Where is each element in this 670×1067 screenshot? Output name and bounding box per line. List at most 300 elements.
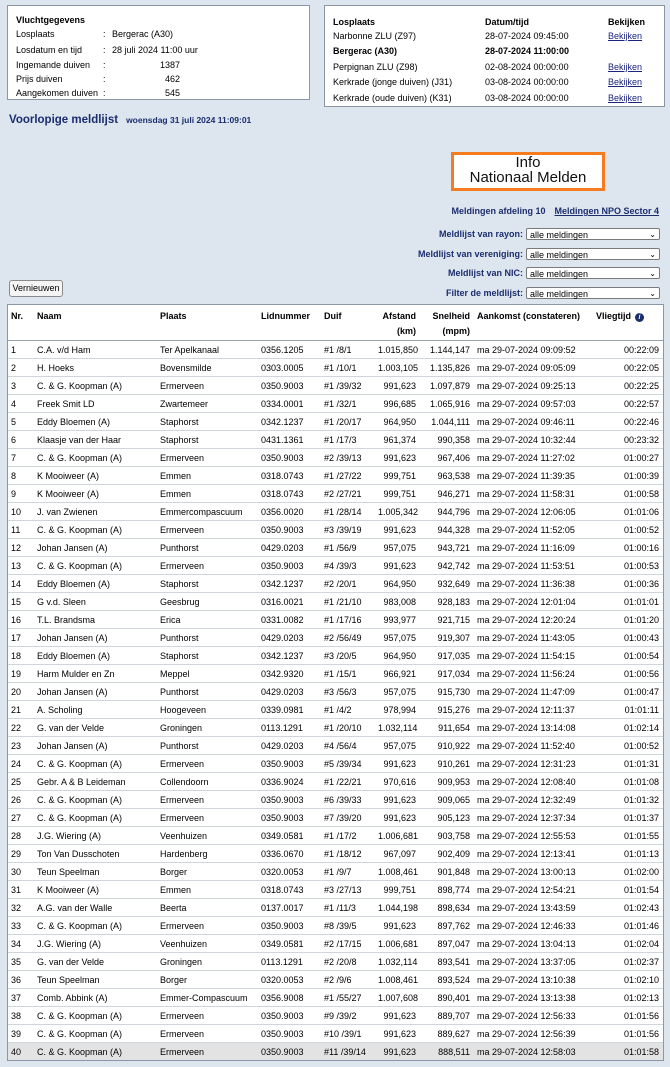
cell-afstand: 978,994	[375, 701, 420, 719]
cell-snelheid: 1.097,879	[420, 377, 474, 395]
release-col-place: Losplaats	[333, 16, 376, 27]
info-nationaal-melden-logo[interactable]	[451, 152, 605, 191]
cell-snelheid: 1.144,147	[420, 341, 474, 359]
cell-vliegtijd: 01:01:31	[593, 755, 663, 773]
table-row[interactable]	[8, 1025, 663, 1043]
cell-plaats: Ermerveen	[157, 755, 258, 773]
cell-naam: Johan Jansen (A)	[34, 539, 157, 557]
cell-plaats: Ermerveen	[157, 1025, 258, 1043]
section-links	[451, 206, 659, 216]
filter-value: alle meldingen	[530, 230, 589, 240]
logo-line1: Info	[515, 154, 541, 171]
cell-duif: #2 /20/8	[321, 953, 375, 971]
cell-plaats: Beerta	[157, 899, 258, 917]
cell-nr: 34	[8, 935, 34, 953]
table-row[interactable]	[8, 899, 663, 917]
cell-nr: 6	[8, 431, 34, 449]
table-row[interactable]	[8, 629, 663, 647]
cell-aankomst: ma 29-07-2024 11:52:05	[474, 521, 593, 539]
cell-lidnummer: 0350.9003	[258, 809, 321, 827]
release-view-link[interactable]: Bekijken	[608, 61, 643, 72]
table-row[interactable]	[8, 539, 663, 557]
cell-plaats: Emmen	[157, 467, 258, 485]
col-duif[interactable]: Duif	[321, 305, 375, 341]
release-row	[333, 28, 659, 44]
cell-naam: C. & G. Koopman (A)	[34, 557, 157, 575]
flight-field-colon: :	[103, 60, 106, 70]
table-row[interactable]	[8, 791, 663, 809]
cell-nr: 28	[8, 827, 34, 845]
cell-aankomst: ma 29-07-2024 11:47:09	[474, 683, 593, 701]
cell-snelheid: 1.065,916	[420, 395, 474, 413]
cell-plaats: Ermerveen	[157, 809, 258, 827]
table-row[interactable]	[8, 413, 663, 431]
release-view-link[interactable]: Bekijken	[608, 30, 643, 41]
cell-duif: #2 /27/21	[321, 485, 375, 503]
filter-rayon-select[interactable]	[526, 228, 660, 240]
release-datetime: 28-07-2024 11:00:00	[485, 46, 570, 57]
cell-lidnummer: 0303.0005	[258, 359, 321, 377]
table-row[interactable]	[8, 845, 663, 863]
cell-plaats: Ermerveen	[157, 1043, 258, 1061]
cell-naam: K Mooiweer (A)	[34, 881, 157, 899]
flight-field	[16, 73, 306, 86]
cell-duif: #11 /39/14	[321, 1043, 375, 1061]
table-row[interactable]	[8, 359, 663, 377]
cell-afstand: 993,977	[375, 611, 420, 629]
release-view-cell	[608, 75, 659, 91]
cell-naam: C. & G. Koopman (A)	[34, 377, 157, 395]
cell-aankomst: ma 29-07-2024 12:01:04	[474, 593, 593, 611]
cell-snelheid: 1.135,826	[420, 359, 474, 377]
cell-afstand: 1.032,114	[375, 719, 420, 737]
cell-vliegtijd: 01:01:55	[593, 827, 663, 845]
cell-afstand: 1.044,198	[375, 899, 420, 917]
cell-plaats: Emmen	[157, 485, 258, 503]
cell-plaats: Hardenberg	[157, 845, 258, 863]
cell-lidnummer: 0356.0020	[258, 503, 321, 521]
cell-nr: 39	[8, 1025, 34, 1043]
cell-vliegtijd: 01:01:37	[593, 809, 663, 827]
cell-naam: H. Hoeks	[34, 359, 157, 377]
cell-naam: Teun Speelman	[34, 863, 157, 881]
cell-aankomst: ma 29-07-2024 11:56:24	[474, 665, 593, 683]
cell-afstand: 1.032,114	[375, 953, 420, 971]
cell-plaats: Punthorst	[157, 629, 258, 647]
table-row[interactable]	[8, 953, 663, 971]
cell-aankomst: ma 29-07-2024 11:39:35	[474, 467, 593, 485]
col-naam[interactable]: Naam	[34, 305, 157, 341]
flight-field-value: 28 juli 2024 11:00 uur	[112, 45, 198, 55]
table-row[interactable]	[8, 683, 663, 701]
cell-nr: 21	[8, 701, 34, 719]
cell-plaats: Emmercompascuum	[157, 503, 258, 521]
cell-naam: Johan Jansen (A)	[34, 629, 157, 647]
cell-vliegtijd: 00:22:25	[593, 377, 663, 395]
cell-naam: J.G. Wiering (A)	[34, 827, 157, 845]
cell-snelheid: 943,721	[420, 539, 474, 557]
table-row[interactable]	[8, 935, 663, 953]
cell-aankomst: ma 29-07-2024 13:10:38	[474, 971, 593, 989]
filter-meldlijst-select[interactable]	[526, 287, 660, 299]
cell-duif: #2 /56/49	[321, 629, 375, 647]
flight-field-label: Aangekomen duiven	[16, 88, 99, 98]
release-row	[333, 75, 659, 91]
cell-plaats: Ermerveen	[157, 1007, 258, 1025]
flight-field-colon: :	[103, 45, 106, 55]
flight-field-label: Ingemande duiven	[16, 60, 91, 70]
table-row[interactable]	[8, 701, 663, 719]
cell-nr: 15	[8, 593, 34, 611]
cell-nr: 10	[8, 503, 34, 521]
refresh-button[interactable]: Vernieuwen	[9, 280, 63, 297]
cell-snelheid: 944,328	[420, 521, 474, 539]
cell-plaats: Punthorst	[157, 737, 258, 755]
cell-vliegtijd: 00:22:09	[593, 341, 663, 359]
col-snelheid[interactable]: Snelheid (mpm)	[420, 305, 474, 341]
info-icon[interactable]: i	[635, 313, 644, 322]
cell-lidnummer: 0342.1237	[258, 575, 321, 593]
table-row[interactable]	[8, 737, 663, 755]
cell-naam: Eddy Bloemen (A)	[34, 413, 157, 431]
col-vliegtijd[interactable]: Vliegtijd i	[593, 305, 663, 341]
chevron-down-icon: ⌄	[649, 289, 656, 298]
cell-aankomst: ma 29-07-2024 11:53:51	[474, 557, 593, 575]
cell-duif: #1 /15/1	[321, 665, 375, 683]
cell-plaats: Erica	[157, 611, 258, 629]
release-datetime: 28-07-2024 09:45:00	[485, 30, 569, 41]
release-view-cell	[608, 44, 659, 60]
cell-duif: #6 /39/33	[321, 791, 375, 809]
cell-plaats: Meppel	[157, 665, 258, 683]
cell-naam: T.L. Brandsma	[34, 611, 157, 629]
cell-nr: 24	[8, 755, 34, 773]
cell-snelheid: 917,035	[420, 647, 474, 665]
cell-duif: #1 /9/7	[321, 863, 375, 881]
filter-label: Meldlijst van NIC:	[447, 268, 523, 278]
cell-duif: #1 /20/17	[321, 413, 375, 431]
cell-duif: #3 /27/13	[321, 881, 375, 899]
cell-afstand: 961,374	[375, 431, 420, 449]
release-view-link[interactable]: Bekijken	[608, 92, 643, 103]
cell-afstand: 964,950	[375, 647, 420, 665]
cell-vliegtijd: 01:00:43	[593, 629, 663, 647]
cell-plaats: Staphorst	[157, 575, 258, 593]
table-row[interactable]	[8, 467, 663, 485]
table-row[interactable]	[8, 575, 663, 593]
cell-nr: 23	[8, 737, 34, 755]
table-row[interactable]	[8, 863, 663, 881]
table-row[interactable]	[8, 593, 663, 611]
col-nr[interactable]: Nr.	[8, 305, 34, 341]
cell-lidnummer: 0113.1291	[258, 719, 321, 737]
cell-vliegtijd: 01:01:58	[593, 1043, 663, 1061]
cell-naam: C. & G. Koopman (A)	[34, 1025, 157, 1043]
flight-field	[16, 59, 306, 72]
cell-aankomst: ma 29-07-2024 09:46:11	[474, 413, 593, 431]
table-row[interactable]	[8, 1043, 663, 1061]
cell-lidnummer: 0350.9003	[258, 377, 321, 395]
cell-vliegtijd: 01:02:13	[593, 989, 663, 1007]
cell-nr: 30	[8, 863, 34, 881]
cell-nr: 38	[8, 1007, 34, 1025]
cell-lidnummer: 0331.0082	[258, 611, 321, 629]
cell-afstand: 991,623	[375, 755, 420, 773]
cell-plaats: Hoogeveen	[157, 701, 258, 719]
table-row[interactable]	[8, 647, 663, 665]
cell-vliegtijd: 01:02:43	[593, 899, 663, 917]
table-row[interactable]	[8, 395, 663, 413]
cell-snelheid: 915,276	[420, 701, 474, 719]
cell-nr: 25	[8, 773, 34, 791]
cell-aankomst: ma 29-07-2024 10:32:44	[474, 431, 593, 449]
flight-field-colon: :	[103, 88, 106, 98]
cell-plaats: Emmer-Compascuum	[157, 989, 258, 1007]
cell-snelheid: 917,034	[420, 665, 474, 683]
cell-nr: 8	[8, 467, 34, 485]
cell-afstand: 957,075	[375, 737, 420, 755]
cell-aankomst: ma 29-07-2024 13:43:59	[474, 899, 593, 917]
page-date: woensdag 31 juli 2024 11:09:01	[126, 115, 252, 125]
cell-naam: G v.d. Sleen	[34, 593, 157, 611]
table-row[interactable]	[8, 971, 663, 989]
flight-info-title: Vluchtgegevens	[16, 15, 86, 25]
cell-duif: #2 /17/15	[321, 935, 375, 953]
table-row[interactable]	[8, 665, 663, 683]
cell-nr: 16	[8, 611, 34, 629]
afdeling-link[interactable]: Meldingen afdeling 10	[451, 206, 546, 216]
cell-vliegtijd: 01:01:11	[593, 701, 663, 719]
cell-aankomst: ma 29-07-2024 12:56:33	[474, 1007, 593, 1025]
cell-duif: #5 /39/34	[321, 755, 375, 773]
cell-plaats: Punthorst	[157, 539, 258, 557]
cell-nr: 27	[8, 809, 34, 827]
cell-lidnummer: 0137.0017	[258, 899, 321, 917]
cell-afstand: 991,623	[375, 521, 420, 539]
table-row[interactable]	[8, 377, 663, 395]
cell-duif: #9 /39/2	[321, 1007, 375, 1025]
cell-plaats: Veenhuizen	[157, 827, 258, 845]
filter-value: alle meldingen	[530, 289, 589, 299]
cell-plaats: Groningen	[157, 719, 258, 737]
cell-vliegtijd: 01:00:39	[593, 467, 663, 485]
table-row[interactable]	[8, 773, 663, 791]
cell-aankomst: ma 29-07-2024 09:09:52	[474, 341, 593, 359]
filter-vereniging-select[interactable]	[526, 248, 660, 260]
col-lidnummer[interactable]: Lidnummer	[258, 305, 321, 341]
cell-afstand: 991,623	[375, 809, 420, 827]
cell-snelheid: 932,649	[420, 575, 474, 593]
cell-snelheid: 946,271	[420, 485, 474, 503]
cell-naam: Eddy Bloemen (A)	[34, 575, 157, 593]
cell-aankomst: ma 29-07-2024 11:16:09	[474, 539, 593, 557]
cell-snelheid: 967,406	[420, 449, 474, 467]
cell-duif: #1 /39/32	[321, 377, 375, 395]
npo-sector-link[interactable]: Meldingen NPO Sector 4	[554, 206, 659, 216]
cell-vliegtijd: 01:00:52	[593, 521, 663, 539]
cell-snelheid: 928,183	[420, 593, 474, 611]
cell-aankomst: ma 29-07-2024 12:31:23	[474, 755, 593, 773]
cell-aankomst: ma 29-07-2024 12:20:24	[474, 611, 593, 629]
cell-snelheid: 909,953	[420, 773, 474, 791]
cell-afstand: 1.005,342	[375, 503, 420, 521]
cell-vliegtijd: 01:01:06	[593, 503, 663, 521]
cell-nr: 26	[8, 791, 34, 809]
cell-vliegtijd: 01:02:14	[593, 719, 663, 737]
cell-duif: #4 /56/4	[321, 737, 375, 755]
cell-vliegtijd: 01:02:00	[593, 863, 663, 881]
cell-vliegtijd: 01:02:10	[593, 971, 663, 989]
cell-lidnummer: 0342.9320	[258, 665, 321, 683]
cell-lidnummer: 0429.0203	[258, 737, 321, 755]
cell-snelheid: 1.044,111	[420, 413, 474, 431]
filter-label: Meldlijst van rayon:	[438, 229, 523, 239]
table-row[interactable]	[8, 827, 663, 845]
cell-plaats: Zwartemeer	[157, 395, 258, 413]
cell-duif: #1 /56/9	[321, 539, 375, 557]
cell-naam: C. & G. Koopman (A)	[34, 791, 157, 809]
release-view-cell	[608, 59, 659, 75]
cell-naam: C. & G. Koopman (A)	[34, 809, 157, 827]
table-row[interactable]	[8, 1007, 663, 1025]
cell-plaats: Ter Apelkanaal	[157, 341, 258, 359]
release-view-link[interactable]: Bekijken	[608, 77, 643, 88]
cell-snelheid: 898,774	[420, 881, 474, 899]
table-row[interactable]	[8, 611, 663, 629]
table-row[interactable]	[8, 521, 663, 539]
release-list-panel	[324, 5, 665, 107]
cell-afstand: 970,616	[375, 773, 420, 791]
cell-snelheid: 919,307	[420, 629, 474, 647]
cell-lidnummer: 0318.0743	[258, 467, 321, 485]
cell-plaats: Ermerveen	[157, 791, 258, 809]
table-row[interactable]	[8, 485, 663, 503]
cell-nr: 1	[8, 341, 34, 359]
cell-afstand: 1.015,850	[375, 341, 420, 359]
cell-naam: K Mooiweer (A)	[34, 467, 157, 485]
cell-afstand: 991,623	[375, 449, 420, 467]
release-row	[333, 59, 659, 75]
cell-plaats: Veenhuizen	[157, 935, 258, 953]
col-aankomst[interactable]: Aankomst (constateren)	[474, 305, 593, 341]
cell-naam: Johan Jansen (A)	[34, 683, 157, 701]
cell-snelheid: 901,848	[420, 863, 474, 881]
cell-snelheid: 889,627	[420, 1025, 474, 1043]
release-datetime: 03-08-2024 00:00:00	[485, 77, 569, 88]
cell-plaats: Groningen	[157, 953, 258, 971]
cell-lidnummer: 0339.0981	[258, 701, 321, 719]
cell-vliegtijd: 01:00:27	[593, 449, 663, 467]
cell-nr: 20	[8, 683, 34, 701]
cell-vliegtijd: 00:23:32	[593, 431, 663, 449]
cell-aankomst: ma 29-07-2024 12:58:03	[474, 1043, 593, 1061]
cell-lidnummer: 0320.0053	[258, 971, 321, 989]
cell-lidnummer: 0350.9003	[258, 1043, 321, 1061]
cell-plaats: Staphorst	[157, 647, 258, 665]
cell-lidnummer: 0318.0743	[258, 881, 321, 899]
table-row[interactable]	[8, 917, 663, 935]
cell-snelheid: 909,065	[420, 791, 474, 809]
cell-vliegtijd: 01:00:36	[593, 575, 663, 593]
chevron-down-icon: ⌄	[649, 250, 656, 259]
flight-field-value: 1387	[159, 60, 180, 70]
cell-lidnummer: 0350.9003	[258, 1007, 321, 1025]
cell-duif: #1 /17/2	[321, 827, 375, 845]
table-row[interactable]	[8, 881, 663, 899]
filter-nic-select[interactable]	[526, 267, 660, 279]
cell-snelheid: 910,261	[420, 755, 474, 773]
col-plaats[interactable]: Plaats	[157, 305, 258, 341]
cell-lidnummer: 0336.9024	[258, 773, 321, 791]
cell-afstand: 967,097	[375, 845, 420, 863]
cell-lidnummer: 0349.0581	[258, 827, 321, 845]
cell-vliegtijd: 01:02:37	[593, 953, 663, 971]
table-row[interactable]	[8, 989, 663, 1007]
cell-nr: 37	[8, 989, 34, 1007]
cell-lidnummer: 0350.9003	[258, 917, 321, 935]
cell-afstand: 957,075	[375, 629, 420, 647]
cell-nr: 40	[8, 1043, 34, 1061]
cell-afstand: 964,950	[375, 413, 420, 431]
table-row[interactable]	[8, 557, 663, 575]
cell-snelheid: 893,524	[420, 971, 474, 989]
cell-afstand: 1.006,681	[375, 827, 420, 845]
cell-plaats: Staphorst	[157, 431, 258, 449]
cell-afstand: 991,623	[375, 377, 420, 395]
cell-nr: 3	[8, 377, 34, 395]
cell-vliegtijd: 01:00:16	[593, 539, 663, 557]
table-row[interactable]	[8, 503, 663, 521]
col-afstand[interactable]: Afstand (km)	[375, 305, 420, 341]
cell-aankomst: ma 29-07-2024 12:56:39	[474, 1025, 593, 1043]
cell-snelheid: 915,730	[420, 683, 474, 701]
cell-duif: #1 /18/12	[321, 845, 375, 863]
filter-label: Filter de meldlijst:	[445, 288, 523, 298]
cell-afstand: 999,751	[375, 881, 420, 899]
cell-duif: #3 /20/5	[321, 647, 375, 665]
table-row[interactable]	[8, 809, 663, 827]
cell-lidnummer: 0350.9003	[258, 791, 321, 809]
release-view-cell	[608, 90, 659, 106]
cell-snelheid: 944,796	[420, 503, 474, 521]
cell-nr: 5	[8, 413, 34, 431]
results-table	[7, 304, 664, 1061]
cell-afstand: 1.007,608	[375, 989, 420, 1007]
cell-lidnummer: 0350.9003	[258, 755, 321, 773]
cell-duif: #1 /4/2	[321, 701, 375, 719]
cell-duif: #2 /9/6	[321, 971, 375, 989]
cell-aankomst: ma 29-07-2024 09:57:03	[474, 395, 593, 413]
table-row[interactable]	[8, 449, 663, 467]
cell-plaats: Borger	[157, 971, 258, 989]
cell-vliegtijd: 01:01:46	[593, 917, 663, 935]
cell-snelheid: 910,922	[420, 737, 474, 755]
table-row[interactable]	[8, 755, 663, 773]
table-row[interactable]	[8, 719, 663, 737]
cell-afstand: 1.008,461	[375, 971, 420, 989]
table-row[interactable]	[8, 431, 663, 449]
cell-lidnummer: 0320.0053	[258, 863, 321, 881]
cell-aankomst: ma 29-07-2024 13:37:05	[474, 953, 593, 971]
cell-duif: #3 /39/19	[321, 521, 375, 539]
table-row[interactable]	[8, 341, 663, 359]
cell-plaats: Ermerveen	[157, 377, 258, 395]
cell-afstand: 1.003,105	[375, 359, 420, 377]
release-view-cell	[608, 28, 659, 44]
cell-aankomst: ma 29-07-2024 13:14:08	[474, 719, 593, 737]
release-place: Perpignan ZLU (Z98)	[333, 61, 418, 72]
cell-naam: G. van der Velde	[34, 953, 157, 971]
